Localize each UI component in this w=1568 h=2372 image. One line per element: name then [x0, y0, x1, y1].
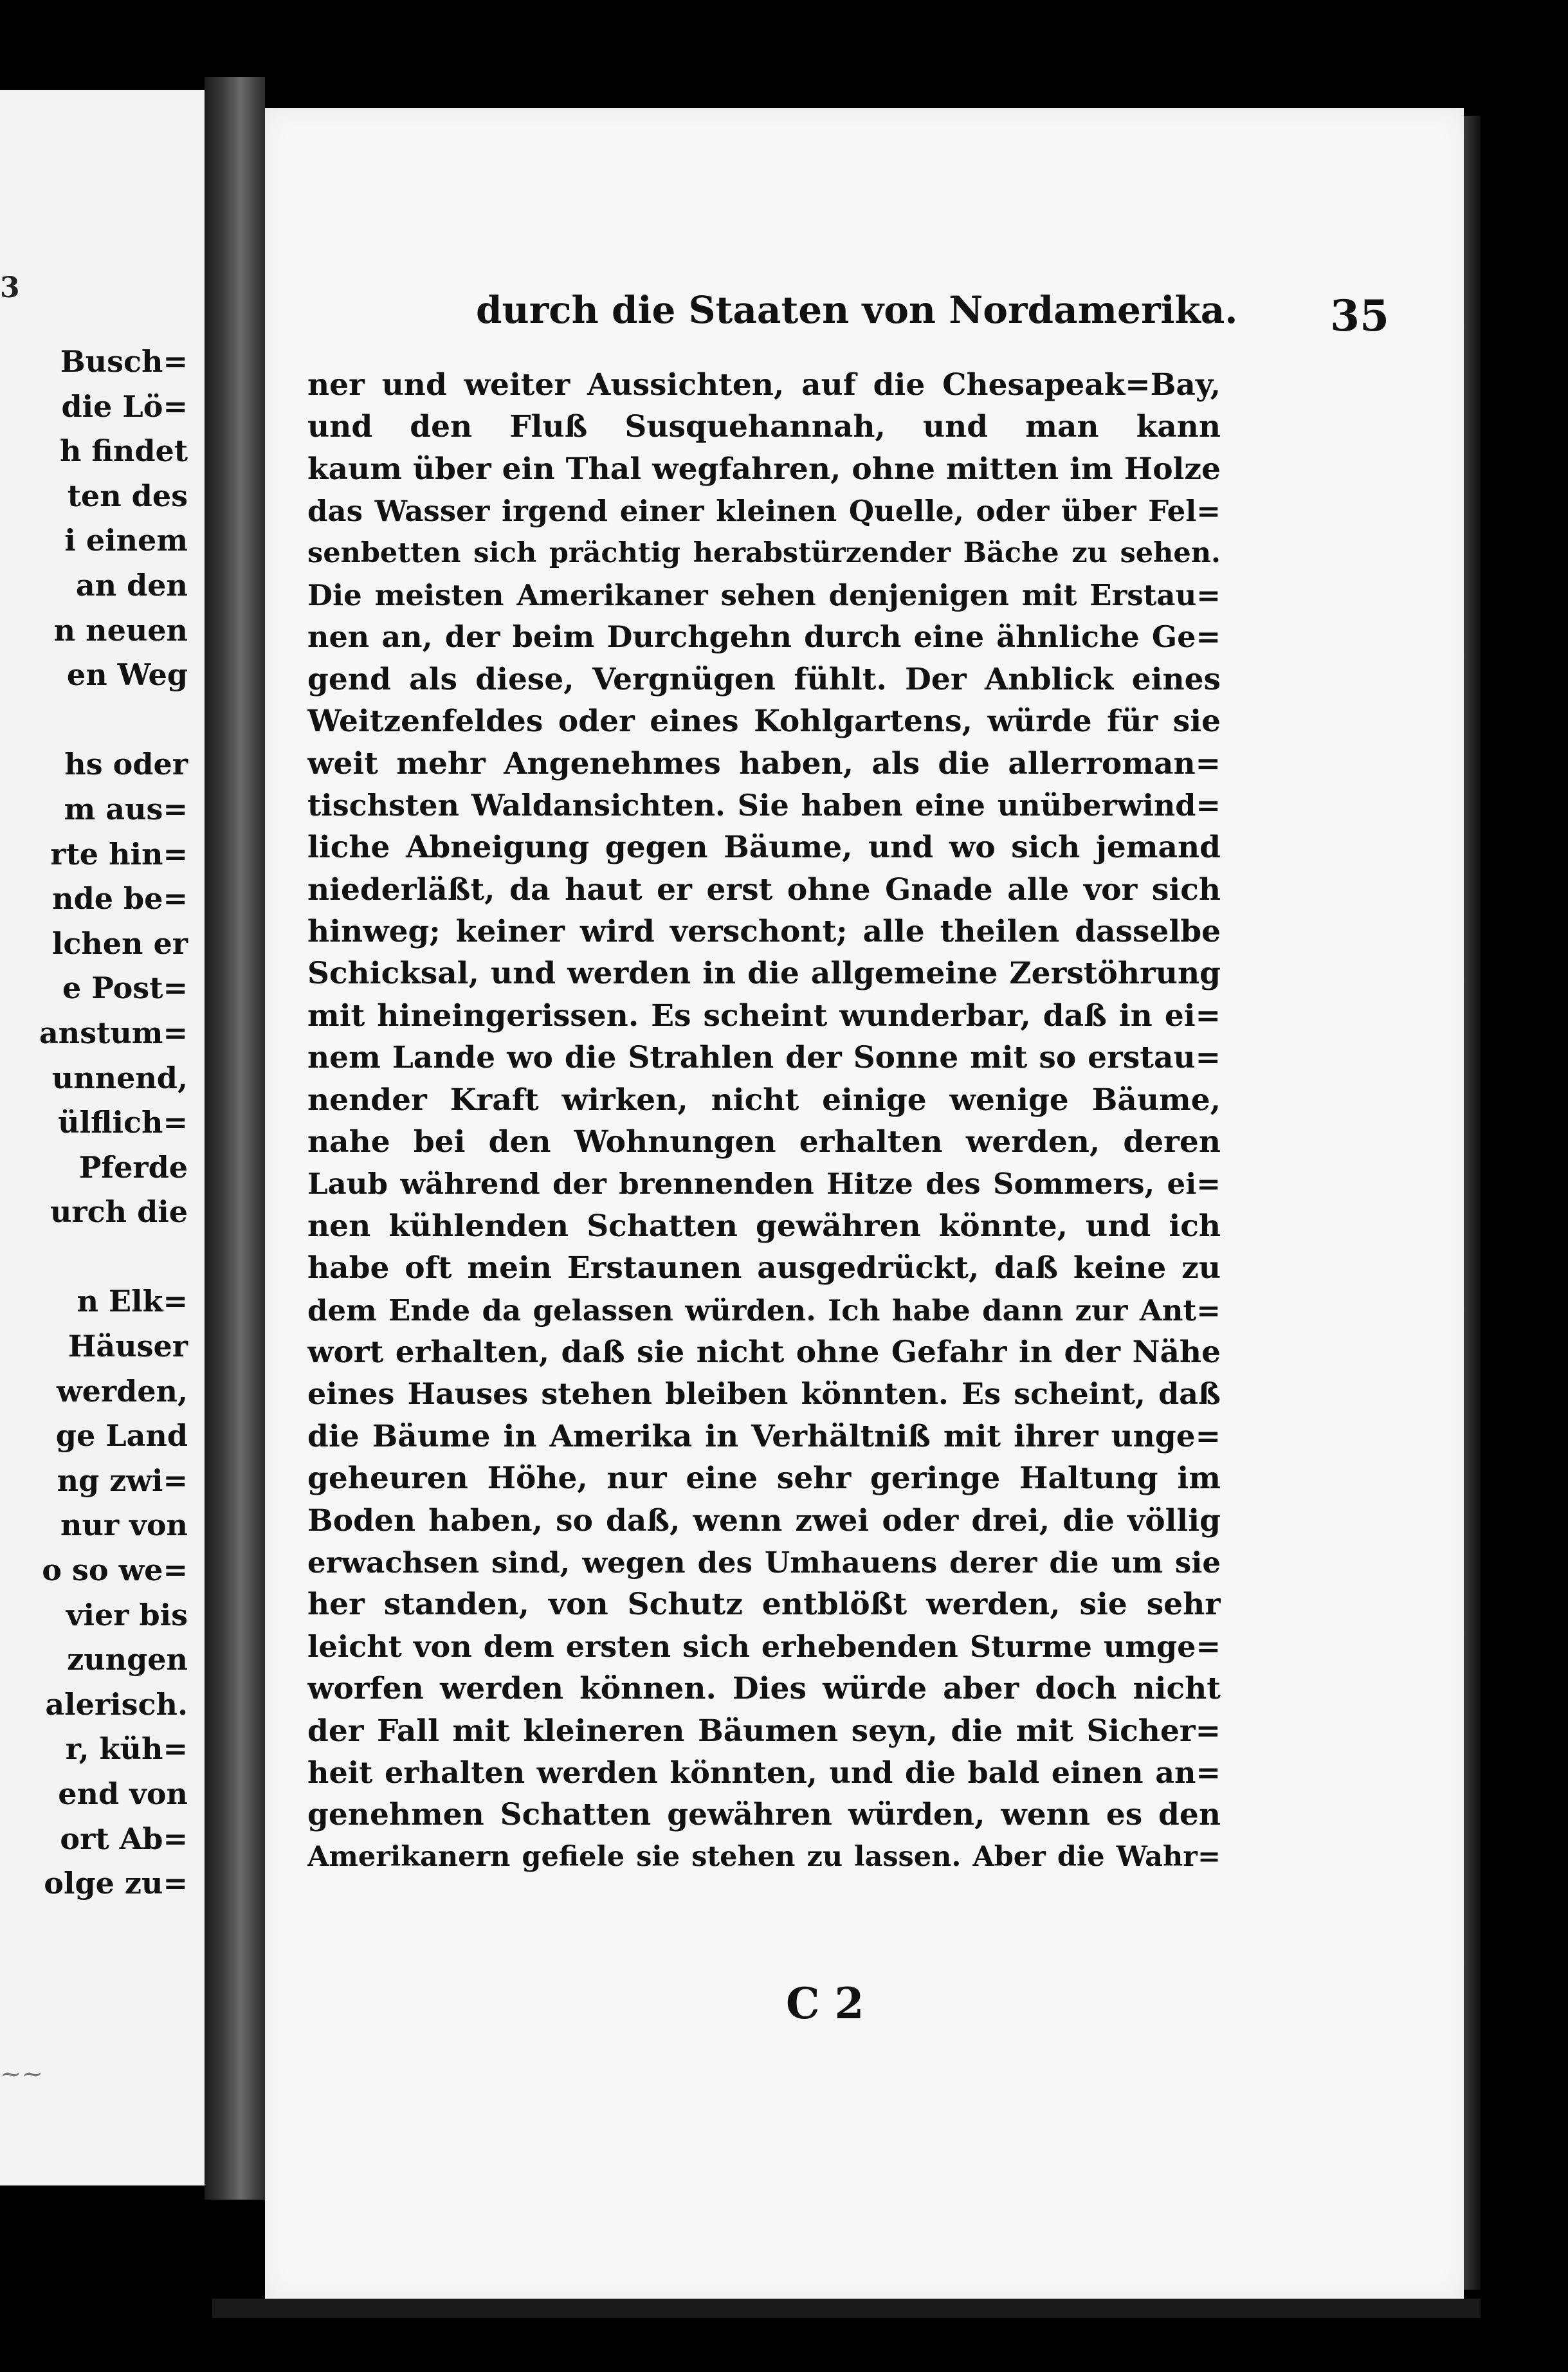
- left-page-line-fragments: [39, 340, 188, 1906]
- page-number: 35: [1330, 291, 1389, 341]
- text-line: kaum über ein Thal wegfahren, ohne mitten im Holze: [307, 451, 1221, 487]
- left-line-fragment: r, küh=: [65, 1731, 188, 1767]
- left-line-fragment: [39, 698, 188, 743]
- text-line: leicht von dem ersten sich erhebenden Sturme umge=: [307, 1628, 1221, 1664]
- text-line: liche Abneigung gegen Bäume, und wo sich jemand: [307, 830, 1221, 866]
- scan-bottom-border: [212, 2299, 1481, 2318]
- text-line: weit mehr Angenehmes haben, als die allerroman=: [307, 745, 1221, 781]
- left-line-fragment: hs oder: [64, 747, 188, 782]
- left-page-mark: 3: [0, 271, 20, 304]
- left-line-fragment: werden,: [57, 1373, 188, 1409]
- text-line: Schicksal, und werden in die allgemeine Zerstöhrung: [307, 956, 1221, 992]
- left-line-fragment: zungen: [67, 1642, 188, 1677]
- left-line-fragment: Pferde: [78, 1149, 188, 1185]
- left-line-fragment: ten des: [67, 478, 188, 513]
- text-line: Weitzenfeldes oder eines Kohlgartens, würde für sie: [307, 704, 1221, 740]
- signature-mark: C 2: [786, 1978, 864, 2029]
- text-line: gend als diese, Vergnügen fühlt. Der Anblick eines: [307, 661, 1221, 697]
- text-line: nen kühlenden Schatten gewähren könnte, und ich: [307, 1208, 1221, 1244]
- text-line: wort erhalten, daß sie nicht ohne Gefahr in der Nähe: [307, 1334, 1221, 1370]
- left-line-fragment: olge zu=: [44, 1866, 188, 1901]
- left-line-fragment: rte hin=: [50, 836, 188, 871]
- running-title: durch die Staaten von Nordamerika.: [476, 288, 1238, 332]
- left-line-fragment: n Elk=: [77, 1284, 188, 1319]
- running-head: [476, 282, 1389, 352]
- body-text: [307, 364, 1221, 1878]
- text-line: habe oft mein Erstaunen ausgedrückt, daß keine zu: [307, 1250, 1221, 1286]
- left-line-fragment: nde be=: [52, 881, 188, 917]
- text-line: nender Kraft wirken, nicht einige wenige Bäume,: [307, 1082, 1221, 1118]
- text-line: tischsten Waldansichten. Sie haben eine unüberwind=: [307, 787, 1221, 823]
- text-line: das Wasser irgend einer kleinen Quelle, oder über Fel=: [307, 494, 1221, 529]
- left-page-tail-mark: ~~: [0, 2059, 44, 2089]
- left-line-fragment: en Weg: [66, 657, 188, 693]
- left-line-fragment: end von: [58, 1776, 188, 1811]
- left-line-fragment: Busch=: [60, 344, 188, 379]
- left-line-fragment: die Lö=: [61, 388, 188, 424]
- text-line: Amerikanern gefiele sie stehen zu lassen. Aber die Wahr=: [307, 1840, 1221, 1873]
- left-page-fragment: [0, 90, 205, 2185]
- left-line-fragment: ge Land: [55, 1418, 188, 1454]
- text-line: Boden haben, so daß, wenn zwei oder drei, die völlig: [307, 1502, 1221, 1538]
- left-line-fragment: lchen er: [51, 926, 188, 961]
- text-line: nahe bei den Wohnungen erhalten werden, deren: [307, 1124, 1221, 1160]
- left-line-fragment: alerisch.: [45, 1686, 188, 1722]
- text-line: eines Hauses stehen bleiben könnten. Es scheint, daß: [307, 1376, 1221, 1412]
- text-line: genehmen Schatten gewähren würden, wenn es den: [307, 1797, 1221, 1833]
- left-line-fragment: m aus=: [64, 791, 188, 826]
- text-line: erwachsen sind, wegen des Umhauens derer die um sie: [307, 1545, 1221, 1580]
- left-line-fragment: n neuen: [53, 612, 188, 648]
- left-line-fragment: o so we=: [42, 1553, 188, 1588]
- left-line-fragment: i einem: [64, 523, 188, 558]
- text-line: heit erhalten werden könnten, und die bald einen an=: [307, 1755, 1221, 1790]
- text-line: ner und weiter Aussichten, auf die Chesapeak=Bay,: [307, 367, 1221, 403]
- text-line: senbetten sich prächtig herabstürzender Bäche zu sehen.: [307, 536, 1221, 569]
- text-line: mit hineingerissen. Es scheint wunderbar, daß in ei=: [307, 998, 1221, 1034]
- book-gutter: [205, 77, 265, 2200]
- text-line: her standen, von Schutz entblößt werden, sie sehr: [307, 1587, 1221, 1623]
- text-line: der Fall mit kleineren Bäumen seyn, die mit Sicher=: [307, 1713, 1221, 1749]
- left-line-fragment: unnend,: [51, 1060, 188, 1095]
- left-line-fragment: [39, 1235, 188, 1280]
- left-line-fragment: ülflich=: [58, 1105, 188, 1140]
- text-line: worfen werden können. Dies würde aber doch nicht: [307, 1671, 1221, 1707]
- text-line: geheuren Höhe, nur eine sehr geringe Haltung im: [307, 1461, 1221, 1497]
- text-line: die Bäume in Amerika in Verhältniß mit ihrer unge=: [307, 1418, 1221, 1454]
- left-line-fragment: urch die: [50, 1194, 188, 1230]
- book-page: [265, 108, 1464, 2299]
- text-line: Laub während der brennenden Hitze des Sommers, ei=: [307, 1167, 1221, 1201]
- text-line: niederläßt, da haut er erst ohne Gnade alle vor sich: [307, 871, 1221, 908]
- text-line: dem Ende da gelassen würden. Ich habe dann zur Ant=: [307, 1293, 1221, 1327]
- text-line: und den Fluß Susquehannah, und man kann: [307, 409, 1221, 445]
- left-line-fragment: nur von: [60, 1508, 188, 1543]
- left-line-fragment: h findet: [59, 433, 188, 469]
- left-line-fragment: anstum=: [39, 1015, 188, 1050]
- text-line: nen an, der beim Durchgehn durch eine ähnliche Ge=: [307, 619, 1221, 655]
- text-line: Die meisten Amerikaner sehen denjenigen mit Erstau=: [307, 578, 1221, 612]
- text-line: hinweg; keiner wird verschont; alle theilen dasselbe: [307, 914, 1221, 950]
- left-line-fragment: ort Ab=: [60, 1821, 188, 1856]
- text-line: nem Lande wo die Strahlen der Sonne mit so erstau=: [307, 1040, 1221, 1076]
- left-line-fragment: e Post=: [62, 971, 188, 1006]
- left-line-fragment: an den: [75, 567, 188, 603]
- left-line-fragment: ng zwi=: [57, 1463, 188, 1498]
- page-edge-shadow: [1464, 116, 1481, 2290]
- left-line-fragment: Häuser: [68, 1329, 188, 1364]
- left-line-fragment: vier bis: [66, 1597, 188, 1632]
